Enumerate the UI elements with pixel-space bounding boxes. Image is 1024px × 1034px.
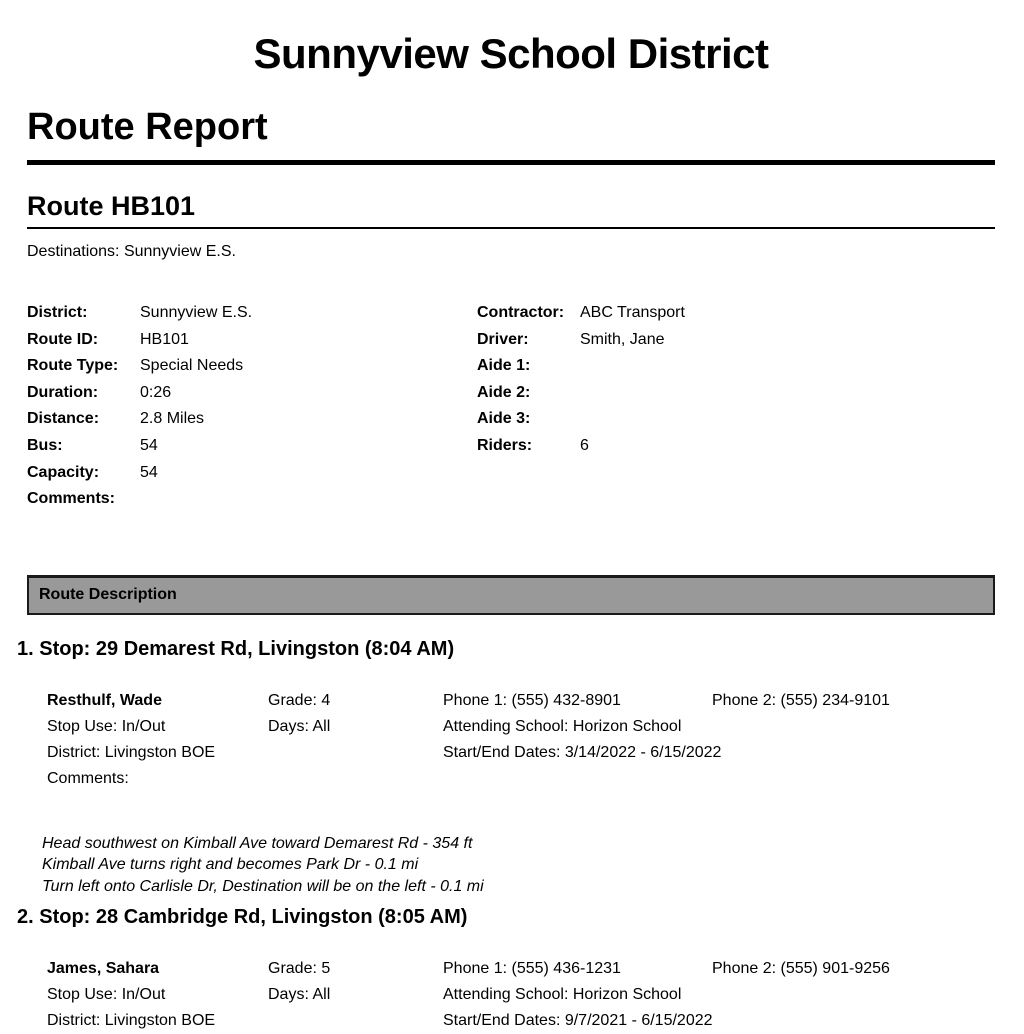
detail-row-route-id	[27, 327, 477, 354]
route-details	[27, 300, 995, 513]
direction-line: Kimball Ave turns right and becomes Park Dr - 0.1 mi	[42, 856, 419, 874]
route-details-right-column	[477, 300, 995, 513]
detail-label: Bus:	[27, 436, 63, 454]
detail-label: Riders:	[477, 436, 533, 454]
route-details-left-column	[27, 300, 477, 513]
rider-name: Resthulf, Wade	[47, 691, 162, 709]
detail-row-aide1	[477, 353, 995, 380]
empty-cell	[268, 740, 443, 766]
rider-phone2: Phone 2: (555) 901-9256	[712, 959, 890, 977]
detail-label: Aide 1:	[477, 357, 531, 375]
detail-row-distance	[27, 406, 477, 433]
detail-label: Duration:	[27, 383, 99, 401]
detail-row-comments	[27, 486, 477, 513]
report-title: Route Report	[27, 106, 268, 148]
stop-1-directions	[42, 833, 995, 898]
detail-value: 54	[140, 436, 158, 454]
stop-1-rider-info	[47, 688, 995, 793]
rider-grade: Grade: 5	[268, 959, 331, 977]
section-bar-title: Route Description	[39, 586, 177, 604]
empty-cell	[268, 1008, 443, 1034]
rider-grade: Grade: 4	[268, 691, 331, 709]
rider-phone1: Phone 1: (555) 436-1231	[443, 959, 621, 977]
horizontal-rule-thin	[27, 227, 995, 229]
detail-row-duration	[27, 380, 477, 407]
detail-label: Aide 3:	[477, 410, 531, 428]
rider-district: District: Livingston BOE	[47, 744, 216, 762]
detail-label: Route Type:	[27, 357, 119, 375]
district-title: Sunnyview School District	[253, 30, 769, 77]
detail-label: Aide 2:	[477, 383, 531, 401]
stop-2-rider-info	[47, 956, 995, 1034]
detail-label: District:	[27, 304, 88, 321]
rider-attending-school: Attending School: Horizon School	[443, 717, 682, 735]
detail-value: ABC Transport	[580, 304, 685, 321]
destinations-line: Destinations: Sunnyview E.S.	[27, 243, 236, 260]
stop-1-heading: 1. Stop: 29 Demarest Rd, Livingston (8:04 AM)	[17, 637, 455, 660]
detail-row-aide2	[477, 380, 995, 407]
detail-row-bus	[27, 433, 477, 460]
detail-value: 0:26	[140, 383, 172, 401]
rider-name: James, Sahara	[47, 959, 160, 977]
detail-label: Distance:	[27, 410, 100, 428]
rider-stop-use: Stop Use: In/Out	[47, 985, 166, 1003]
rider-days: Days: All	[268, 717, 331, 735]
horizontal-rule-thick	[27, 160, 995, 165]
detail-row-riders	[477, 433, 995, 460]
detail-row-driver	[477, 327, 995, 354]
detail-label: Capacity:	[27, 463, 100, 481]
rider-days: Days: All	[268, 985, 331, 1003]
rider-comments-label: Comments:	[47, 770, 129, 788]
detail-value: 54	[140, 463, 158, 481]
detail-value: HB101	[140, 330, 189, 348]
detail-label: Contractor:	[477, 304, 565, 321]
route-description-section-bar	[27, 575, 995, 615]
detail-value: Special Needs	[140, 357, 244, 375]
detail-label: Route ID:	[27, 330, 99, 348]
rider-attending-school: Attending School: Horizon School	[443, 985, 682, 1003]
stop-2-heading: 2. Stop: 28 Cambridge Rd, Livingston (8:05 AM)	[17, 905, 468, 928]
detail-row-aide3	[477, 406, 995, 433]
rider-district: District: Livingston BOE	[47, 1012, 216, 1030]
detail-row-contractor	[477, 300, 995, 327]
rider-start-end-dates: Start/End Dates: 3/14/2022 - 6/15/2022	[443, 744, 722, 762]
detail-value: Smith, Jane	[580, 330, 665, 348]
detail-row-capacity	[27, 460, 477, 487]
rider-stop-use: Stop Use: In/Out	[47, 717, 166, 735]
detail-label: Driver:	[477, 330, 529, 348]
direction-line: Head southwest on Kimball Ave toward Demarest Rd - 354 ft	[42, 834, 473, 852]
direction-line: Turn left onto Carlisle Dr, Destination will be on the left - 0.1 mi	[42, 877, 484, 895]
detail-value: 2.8 Miles	[140, 410, 205, 428]
rider-start-end-dates: Start/End Dates: 9/7/2021 - 6/15/2022	[443, 1012, 713, 1030]
rider-phone1: Phone 1: (555) 432-8901	[443, 691, 621, 709]
detail-row-district	[27, 300, 477, 327]
rider-phone2: Phone 2: (555) 234-9101	[712, 691, 890, 709]
detail-row-route-type	[27, 353, 477, 380]
detail-value: 6	[580, 436, 589, 454]
route-heading: Route HB101	[27, 191, 196, 221]
detail-label: Comments:	[27, 490, 116, 508]
detail-value: Sunnyview E.S.	[140, 304, 253, 321]
